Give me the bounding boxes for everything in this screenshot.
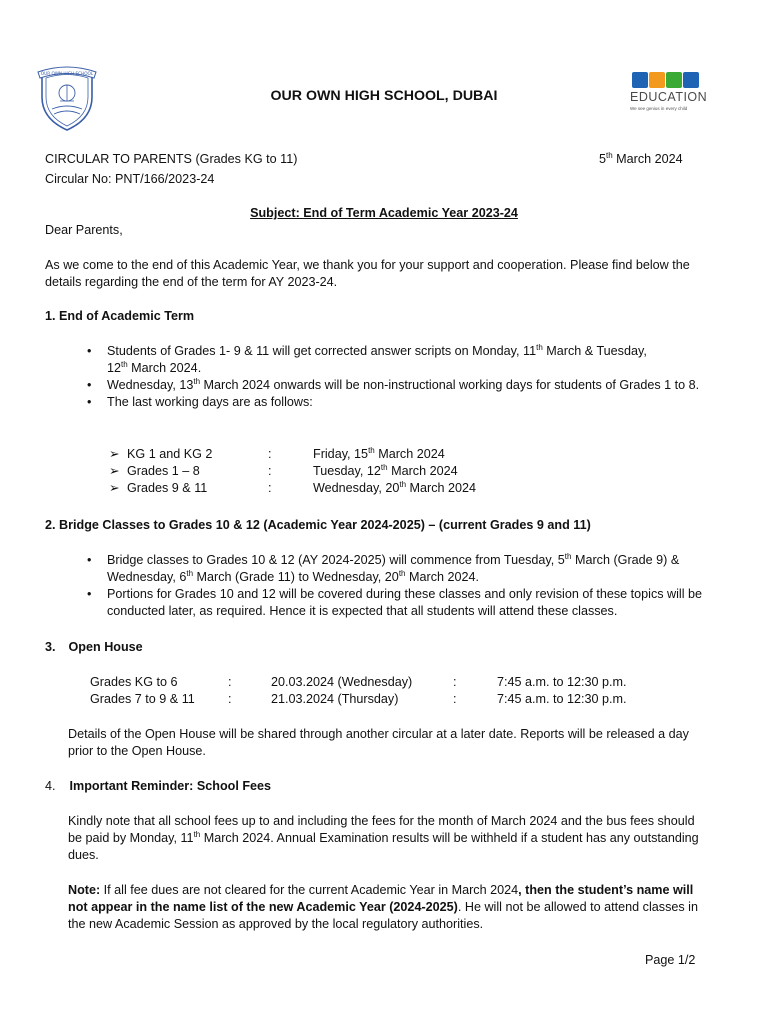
circular-number: Circular No: PNT/166/2023-24 [45, 172, 215, 186]
greeting: Dear Parents, [45, 223, 123, 237]
open-house-details: Details of the Open House will be shared through another circular at a later date. Reports will be released a day prior to the Open House. [68, 727, 689, 758]
section1-title: 1. End of Academic Term [45, 309, 195, 323]
gems-education-logo [630, 72, 710, 118]
table-row: Grades 7 to 9 & 11 : 21.03.2024 (Thursday) : 7:45 a.m. to 12:30 p.m. [90, 692, 627, 706]
list-item: • Wednesday, 13th March 2024 onwards will be non-instructional working days for students of Grades 1 to 8. [83, 377, 705, 394]
intro-paragraph: As we come to the end of this Academic Year, we thank you for your support and cooperation. Please find below the details regarding the end of the term for AY 2023-24. [45, 258, 690, 289]
section3-title: 3. Open House [45, 640, 143, 654]
open-house-table [90, 674, 627, 708]
logo-text: EDUCATION [630, 90, 708, 104]
list-item: • The last working days are as follows: [83, 394, 705, 411]
list-item: • Bridge classes to Grades 10 & 12 (AY 2024-2025) will commence from Tuesday, 5th March (Grade 9) & Wednesday, 6th March (Grade 11) to Wednesday, 20th March 2024. [83, 552, 705, 586]
section2-title: 2. Bridge Classes to Grades 10 & 12 (Academic Year 2024-2025) – (current Grades 9 and 11) [45, 518, 591, 532]
crest-text: OUR OWN HIGH SCHOOL [40, 71, 94, 76]
fees-paragraph: Kindly note that all school fees up to and including the fees for the month of March 2024 and the bus fees should be paid by Monday, 11th March 2024. Annual Examination results will be withheld if a student has any outstanding dues. [68, 814, 699, 862]
logo-tagline: We see genius in every child [630, 106, 688, 111]
list-item: • Students of Grades 1- 9 & 11 will get corrected answer scripts on Monday, 11th March & Tuesday, 12th March 2024. [83, 343, 705, 377]
section1-bullets [83, 343, 705, 411]
list-item: ➢ KG 1 and KG 2 : Friday, 15th March 2024 [109, 445, 445, 461]
arrow-icon: ➢ [109, 481, 120, 495]
arrow-icon: ➢ [109, 447, 120, 461]
section2-bullets [83, 552, 705, 620]
list-item: • Portions for Grades 10 and 12 will be covered during these classes and only revision of these topics will be conducted later, as required. Hence it is expected that all students will attend these classes. [83, 586, 705, 620]
page-number: Page 1/2 [645, 953, 696, 967]
last-working-days [109, 446, 476, 497]
list-item: ➢ Grades 9 & 11 : Wednesday, 20th March 2024 [109, 479, 477, 495]
gems-letters-icon [632, 72, 710, 88]
list-item: ➢ Grades 1 – 8 : Tuesday, 12th March 2024 [109, 462, 458, 478]
circular-title: CIRCULAR TO PARENTS (Grades KG to 11) [45, 152, 298, 166]
subject-line: Subject: End of Term Academic Year 2023-24 [250, 206, 518, 220]
arrow-icon: ➢ [109, 464, 120, 478]
section4-title: 4. Important Reminder: School Fees [45, 779, 272, 793]
table-row: Grades KG to 6 : 20.03.2024 (Wednesday) : 7:45 a.m. to 12:30 p.m. [90, 675, 627, 689]
circular-date: 5th March 2024 [599, 150, 683, 166]
school-name: OUR OWN HIGH SCHOOL, DUBAI [270, 88, 498, 104]
fees-note: Note: If all fee dues are not cleared for the current Academic Year in March 2024, then the student’s name will not appear in the name list of the new Academic Year (2024-2025). He will not be allowed to attend classes in the new Academic Session as approved by the local regulatory authorities. [68, 883, 698, 931]
